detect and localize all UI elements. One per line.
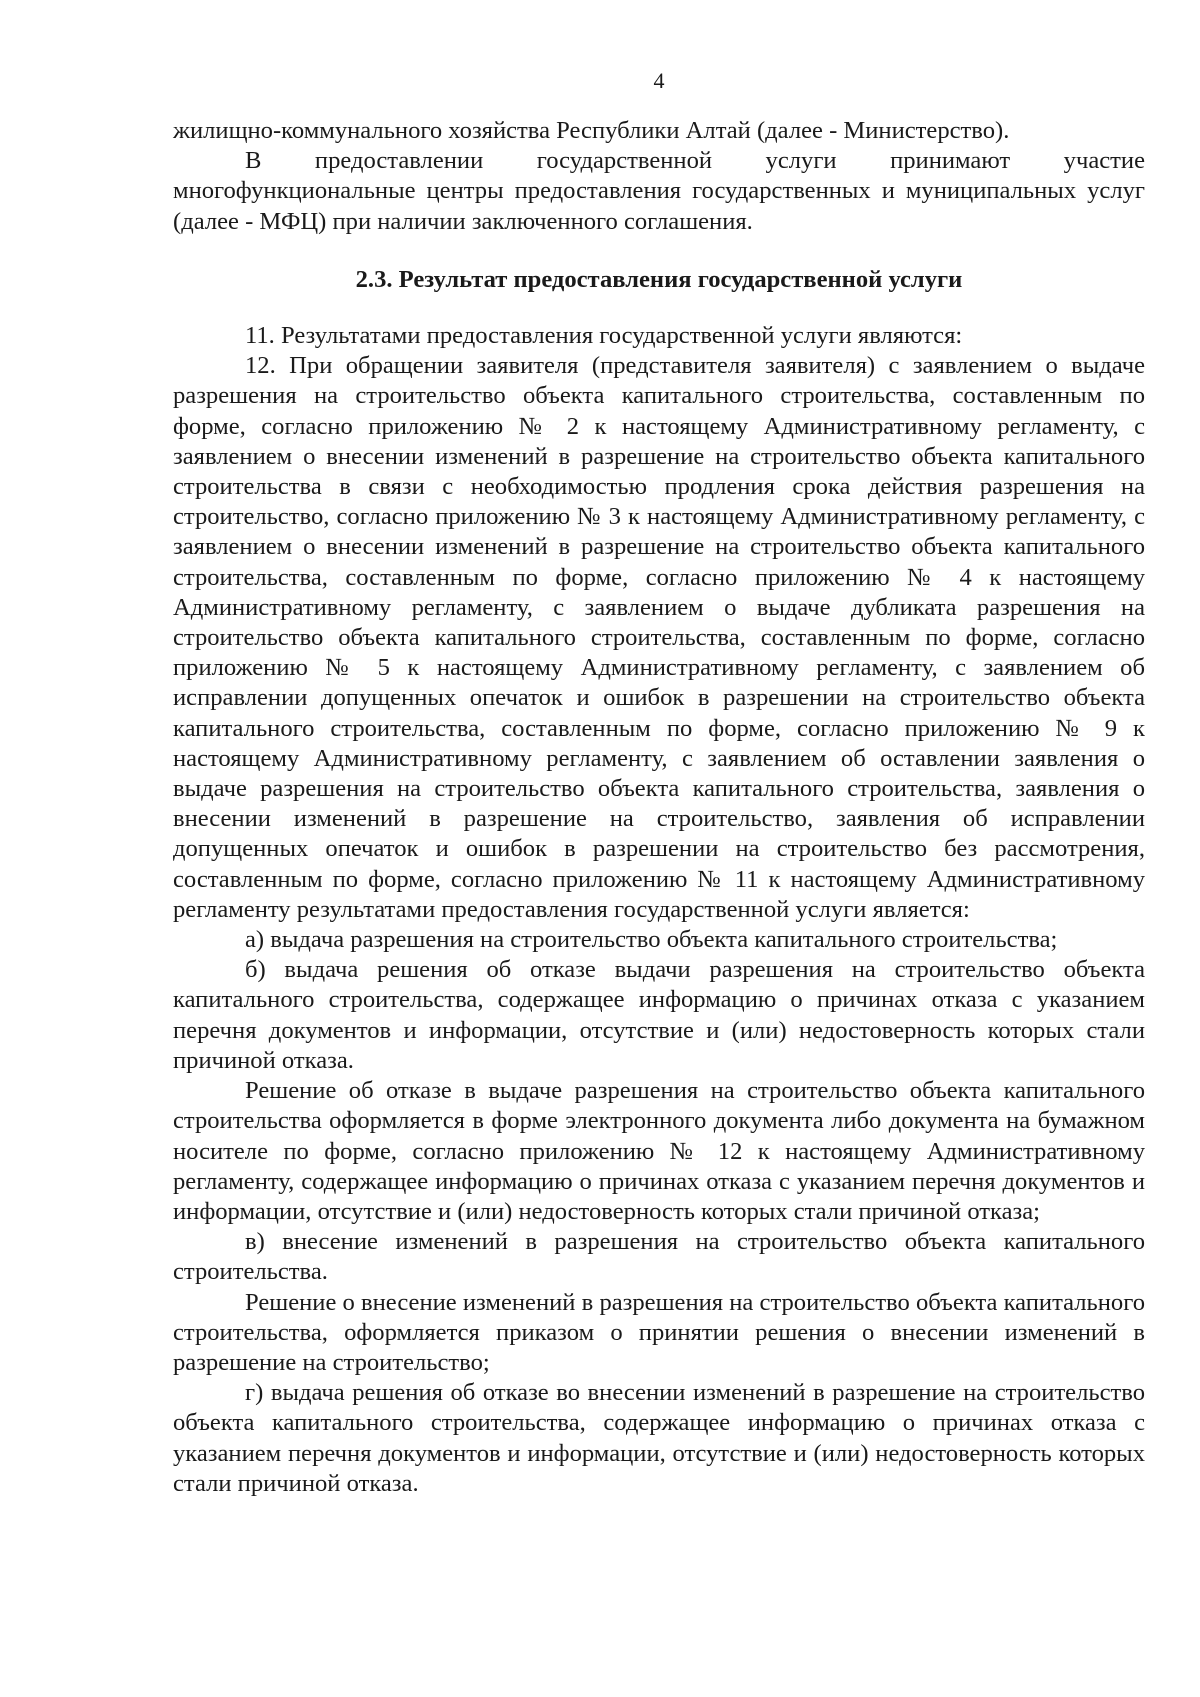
paragraph-12: 12. При обращении заявителя (представителя заявителя) с заявлением о выдаче разрешения на строительство объекта капитального строительства, составленным по форме, согласно приложению № 2 к настоящему Административному регламенту, с заявлением о внесении изменений в разрешение на строительство объекта капитального строительства в связи с необходимостью продления срока действия разрешения на строительство, согласно приложению № 3 к настоящему Административному регламенту, с заявлением о внесении изменений в разрешение на строительство объекта капитального строительства, составленным по форме, согласно приложению № 4 к настоящему Административному регламенту, с заявлением о выдаче дубликата разрешения на строительство объекта капитального строительства, составленным по форме, согласно приложению № 5 к настоящему Административному регламенту, с заявлением об исправлении допущенных опечаток и ошибок в разрешении на строительство объекта капитального строительства, составленным по форме, согласно приложению № 9 к настоящему Административному регламенту, с заявлением об оставлении заявления о выдаче разрешения на строительство объекта капитального строительства, заявления о внесении изменений в разрешение на строительство, заявления об исправлении допущенных опечаток и ошибок в разрешении на строительство без рассмотрения, составленным по форме, согласно приложению № 11 к настоящему Административному регламенту результатами предоставления государственной услуги является: [173, 352, 1145, 923]
page-number: 4 [653, 68, 665, 93]
paragraph-continuation: жилищно-коммунального хозяйства Республики Алтай (далее - Министерство). [173, 117, 1010, 144]
paragraph-mfc: В предоставлении государственной услуги принимают участие многофункциональные центры предоставления государственных и муниципальных услуг (далее - МФЦ) при наличии заключенного соглашения. [173, 147, 1145, 235]
list-item-g: г) выдача решения об отказе во внесении изменений в разрешение на строительство объекта капитального строительства, содержащее информацию о причинах отказа с указанием перечня документов и информации, отсутствие и (или) недостоверность которых стали причиной отказа. [173, 1379, 1145, 1497]
document-body [173, 116, 1145, 1499]
paragraph-refusal-decision: Решение об отказе в выдаче разрешения на строительство объекта капитального строительства оформляется в форме электронного документа либо документа на бумажном носителе по форме, согласно приложению № 12 к настоящему Административному регламенту, содержащее информацию о причинах отказа с указанием перечня документов и информации, отсутствие и (или) недостоверность которых стали причиной отказа; [173, 1077, 1145, 1225]
list-item-b: б) выдача решения об отказе выдачи разрешения на строительство объекта капитального строительства, содержащее информацию о причинах отказа с указанием перечня документов и информации, отсутствие и (или) недостоверность которых стали причиной отказа. [173, 956, 1145, 1074]
section-title: 2.3. Результат предоставления государственной услуги [355, 265, 963, 293]
paragraph-change-decision: Решение о внесение изменений в разрешения на строительство объекта капитального строительства, оформляется приказом о принятии решения о внесении изменений в разрешение на строительство; [173, 1288, 1145, 1376]
list-item-v: в) внесение изменений в разрешения на строительство объекта капитального строительства. [173, 1228, 1145, 1286]
list-item-a: а) выдача разрешения на строительство объекта капитального строительства; [245, 926, 1058, 954]
paragraph-11: 11. Результатами предоставления государственной услуги являются: [245, 322, 963, 350]
